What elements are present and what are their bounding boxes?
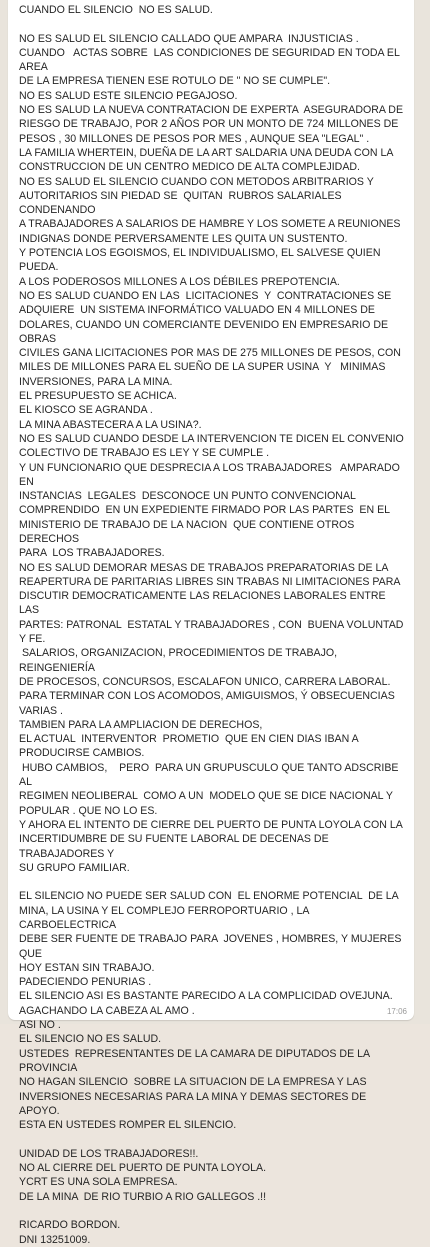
message-bubble[interactable] [8,0,414,1246]
message-text: CUANDO EL SILENCIO NO ES SALUD. NO ES SALUD EL SILENCIO CALLADO QUE AMPARA INJUSTICIAS . CUANDO ACTAS SOBRE LAS CONDICIONES DE SEGURIDAD EN TODA EL AREA DE LA EMPRESA TIENEN ESE ROTULO DE " NO SE CUMPLE". NO ES SALUD ESTE SILENCIO PEGAJOSO. NO ES SALUD LA NUEVA CONTRATACION DE EXPERTA ASEGURADORA DE RIESGO DE TRABAJO, POR 2 AÑOS POR UN MONTO DE 724 MILLONES DE PESOS , 30 MILLONES DE PESOS POR MES , AUNQUE SEA "LEGAL" . LA FAMILIA WHERTEIN, DUEÑA DE LA ART SALDARIA UNA DEUDA CON LA CONSTRUCCION DE UN CENTRO MEDICO DE ALTA COMPLEJIDAD. NO ES SALUD EL SILENCIO CUANDO CON METODOS ARBITRARIOS Y AUTORITARIOS SIN PIEDAD SE QUITAN RUBROS SALARIALES CONDENANDO A TRABAJADORES A SALARIOS DE HAMBRE Y LOS SOMETE A REUNIONES INDIGNAS DONDE PERVERSAMENTE LES QUITA UN SUSTENTO. Y POTENCIA LOS EGOISMOS, EL INDIVIDUALISMO, EL SALVESE QUIEN PUEDA. A LOS PODEROSOS MILLONES A LOS DÉBILES PREPOTENCIA. NO ES SALUD CUANDO EN LAS LICITACIONES Y CONTRATACIONES SE ADQUIERE UN SISTEMA INFORMÁTICO VALUADO EN 4 MILLONES DE DOLARES, CUANDO UN COMERCIANTE DEVENIDO EN EMPRESARIO DE OBRAS CIVILES GANA LICITACIONES POR MAS DE 275 MILLONES DE PESOS, CON MILES DE MILLONES PARA EL SUEÑO DE LA SUPER USINA Y MINIMAS INVERSIONES, PARA LA MINA. EL PRESUPUESTO SE ACHICA. EL KIOSCO SE AGRANDA . LA MINA ABASTECERA A LA USINA?. NO ES SALUD CUANDO DESDE LA INTERVENCION TE DICEN EL CONVENIO COLECTIVO DE TRABAJO ES LEY Y SE CUMPLE . Y UN FUNCIONARIO QUE DESPRECIA A LOS TRABAJADORES AMPARADO EN INSTANCIAS LEGALES DESCONOCE UN PUNTO CONVENCIONAL COMPRENDIDO EN UN EXPEDIENTE FIRMADO POR LAS PARTES EN EL MINISTERIO DE TRABAJO DE LA NACION QUE CONTIENE OTROS DERECHOS PARA LOS TRABAJADORES. NO ES SALUD DEMORAR MESAS DE TRABAJOS PREPARATORIAS DE LA REAPERTURA DE PARITARIAS LIBRES SIN TRABAS NI LIMITACIONES PARA DISCUTIR DEMOCRATICAMENTE LAS RELACIONES LABORALES ENTRE LAS PARTES: PATRONAL ESTATAL Y TRABAJADORES , CON BUENA VOLUNTAD Y FE. SALARIOS, ORGANIZACION, PROCEDIMIENTOS DE TRABAJO, REINGENIERÍA DE PROCESOS, CONCURSOS, ESCALAFON UNICO, CARRERA LABORAL. PARA TERMINAR CON LOS ACOMODOS, AMIGUISMOS, Ý OBSECUENCIAS VARIAS . TAMBIEN PARA LA AMPLIACION DE DERECHOS, EL ACTUAL INTERVENTOR PROMETIO QUE EN CIEN DIAS IBAN A PRODUCIRSE CAMBIOS. HUBO CAMBIOS, PERO PARA UN GRUPUSCULO QUE TANTO ADSCRIBE AL REGIMEN NEOLIBERAL COMO A UN MODELO QUE SE DICE NACIONAL Y POPULAR . QUE NO LO ES. Y AHORA EL INTENTO DE CIERRE DEL PUERTO DE PUNTA LOYOLA CON LA INCERTIDUMBRE DE SU FUENTE LABORAL DE DECENAS DE TRABAJADORES Y SU GRUPO FAMILIAR. EL SILENCIO NO PUEDE SER SALUD CON EL ENORME POTENCIAL DE LA MINA, LA USINA Y EL COMPLEJO FERROPORTUARIO , LA CARBOELECTRICA DEBE SER FUENTE DE TRABAJO PARA JOVENES , HOMBRES, Y MUJERES QUE HOY ESTAN SIN TRABAJO. PADECIENDO PENURIAS . EL SILENCIO ASI ES BASTANTE PARECIDO A LA COMPLICIDAD OVEJUNA. AGACHANDO LA CABEZA AL AMO . ASI NO . EL SILENCIO NO ES SALUD. USTEDES REPRESENTANTES DE LA CAMARA DE DIPUTADOS DE LA PROVINCIA NO HAGAN SILENCIO SOBRE LA SITUACION DE LA EMPRESA Y LAS INVERSIONES NECESARIAS PARA LA MINA Y DEMAS SECTORES DE APOYO. ESTA EN USTEDES ROMPER EL SILENCIO. UNIDAD DE LOS TRABAJADORES!!. NO AL CIERRE DEL PUERTO DE PUNTA LOYOLA. YCRT ES UNA SOLA EMPRESA. DE LA MINA DE RIO TURBIO A RIO GALLEGOS .!! RICARDO BORDON. DNI 13251009. [19,4,404,1246]
message-timestamp: 17:06 [386,1007,407,1016]
